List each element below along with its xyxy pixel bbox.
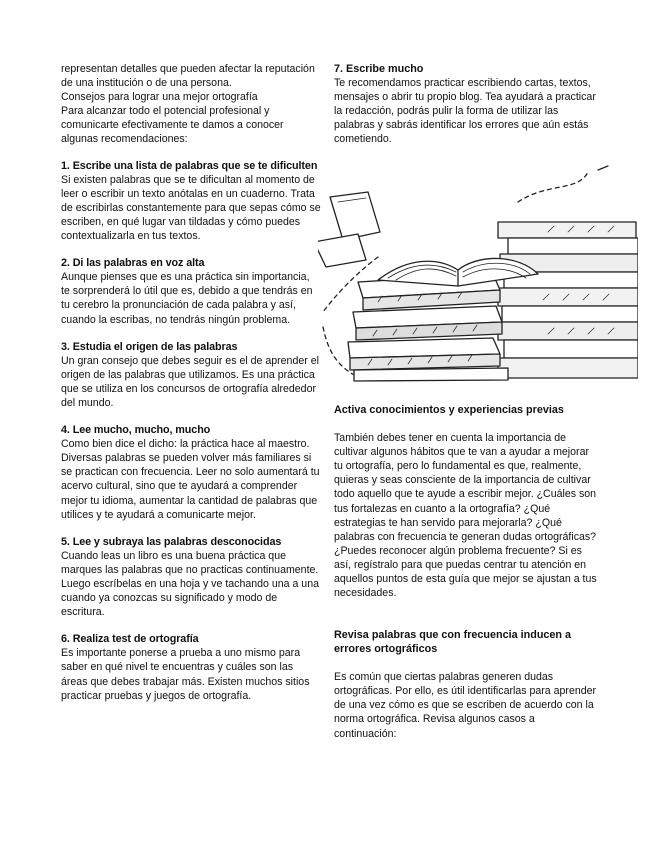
tip-section-2: [61, 256, 321, 326]
tip-section-4: [61, 423, 321, 522]
intro-text: [61, 62, 321, 147]
tip-body-4: Como bien dice el dicho: la práctica hace al maestro. Diversas palabras se pueden volver más familiares si se practican con frecuencia. Leer no solo aumentará tu acervo cultural, sino que te ayudará a comprender mejor tu idioma, aumentar la cantidad de palabras que utilices y te ayudará a comunicarte mejor.: [61, 438, 320, 521]
tip-title-5: 5. Lee y subraya las palabras desconocidas: [61, 535, 282, 548]
activa-title: Activa conocimientos y experiencias previas: [334, 404, 564, 416]
intro-line-1: representan detalles que pueden afectar la reputación de una institución o de una persona.: [61, 63, 315, 90]
tip-body-5: Cuando leas un libro es una buena práctica que marques las palabras que no practicas continuamente. Luego escríbelas en una hoja y ve tachando una a una cuando ya conozcas su significado y modo de escritura.: [61, 549, 319, 619]
tip-section-1: [61, 159, 321, 244]
activa-body: También debes tener en cuenta la importancia de cultivar algunos hábitos que te van a ayudar a mejorar tu ortografía, pero lo fundamental es que, realmente, quieras y seas consciente de la importancia de cultivar todo aquello que te ayude a escribir mejor. ¿Cuáles son tus fortalezas en cuanto a la ortografía? ¿Qué estrategias te han servido para mejorarla? ¿Qué palabras con frecuencia te generan dudas ortográficas? ¿Puedes reconocer algún problema frecuente? Si es así, regístralo para que puedas centrar tu atención en aquellos puntos de esta guía que mejor se ajustan a tus necesidades.: [334, 432, 597, 600]
tip-title-1: 1. Escribe una lista de palabras que se te dificulten: [61, 159, 318, 172]
tip-title-2: 2. Di las palabras en voz alta: [61, 257, 205, 270]
revisa-title: Revisa palabras que con frecuencia inducen a errores ortográficos: [334, 629, 572, 656]
tip-section-7: [334, 62, 598, 147]
tip-title-3: 3. Estudia el origen de las palabras: [61, 340, 238, 353]
tip-body-7: Te recomendamos practicar escribiendo cartas, textos, mensajes o abrir tu propio blog. Tea ayudará a practicar la redacción, podrás pulir la forma de utilizar las palabras y sabrás identificar los errores que aún estás cometiendo.: [334, 77, 596, 146]
tip-title-7: 7. Escribe mucho: [334, 63, 424, 75]
tip-section-5: [61, 535, 321, 620]
intro-line-2: Consejos para lograr una mejor ortografía: [61, 91, 258, 104]
intro-line-3: Para alcanzar todo el potencial profesional y comunicarte efectivamente te damos a conocer algunas recomendaciones:: [61, 105, 284, 146]
tip-section-6: [61, 632, 321, 702]
tip-title-4: 4. Lee mucho, mucho, mucho: [61, 424, 211, 437]
activa-section: [334, 403, 598, 600]
left-column: [61, 62, 321, 716]
tip-body-2: Aunque pienses que es una práctica sin importancia, te sorprenderá lo útil que es, debido a que tendrás en tu cerebro la pronunciación de cada palabra y así, cuando la escribas, no tendrás ningún problema.: [61, 271, 313, 326]
tip-body-3: Un gran consejo que debes seguir es el de aprender el origen de las palabras que utilizamos. Es una práctica que se utiliza en los concursos de ortografía alrededor del mundo.: [61, 354, 319, 409]
revisa-body: Es común que ciertas palabras generen dudas ortográficas. Por ello, es útil identificarlas para aprender de una vez cómo es que se escriben de acuerdo con la norma ortográfica. Revisa algunos casos a continuación:: [334, 671, 597, 740]
revisa-section: [334, 628, 598, 741]
tip-body-6: Es importante ponerse a prueba a uno mismo para saber en qué nivel te encuentras y cuáles son las áreas que debes trabajar más. Existen muchos sitios practicar pruebas y juegos de ortografía.: [61, 647, 310, 702]
books-illustration: [318, 162, 638, 382]
tip-section-3: [61, 340, 321, 410]
tip-body-1: Si existen palabras que se te dificultan al momento de leer o escribir un texto anótalas en un cuaderno. Trata de escribirlas constantemente para que sepas cómo se escriben, en qué lugar van tildadas y cómo puedes contextualizarla en tus textos.: [61, 173, 321, 243]
tip-title-6: 6. Realiza test de ortografía: [61, 633, 199, 646]
